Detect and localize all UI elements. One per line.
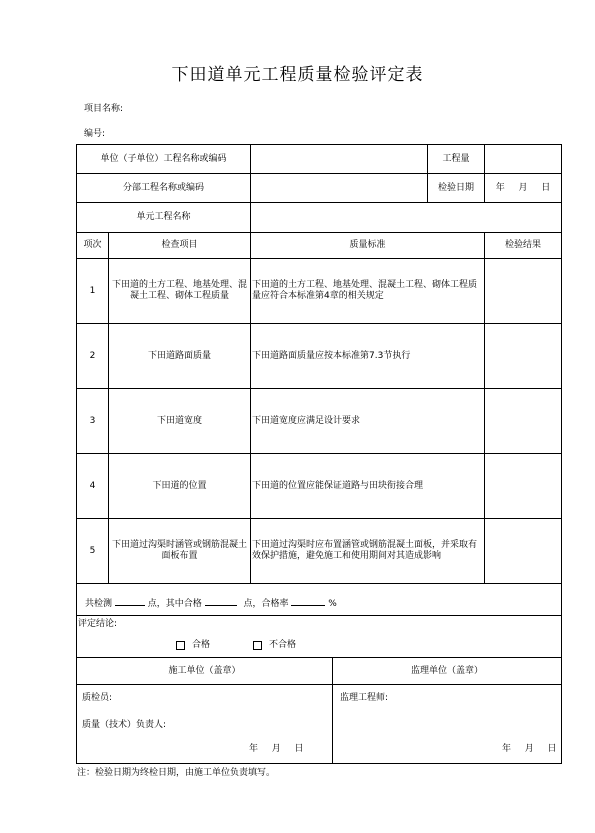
check-item: 下田道的土方工程、地基处理、混凝土工程、砌体工程质量 [111,280,247,301]
pass-option-label: 合格 [192,640,211,650]
quantity-field[interactable] [485,145,561,173]
fail-checkbox[interactable] [253,641,262,650]
construction-date: 年 月 日 [249,744,304,754]
check-item: 下田道路面质量 [147,350,211,361]
total-label: 共检测 [85,599,113,609]
table-rule [108,232,109,583]
footnote: 注：检验日期为终检日期，由施工单位负责填写。 [77,768,276,778]
unit-project-field[interactable] [251,145,427,173]
number-label: 编号: [84,129,106,139]
column-header-result: 检验结果 [504,240,541,250]
element-name-label: 单元工程名称 [136,212,191,222]
column-header-standard: 质量标准 [349,240,386,250]
quality-standard: 下田道宽度应满足设计要求 [252,415,361,426]
inspection-date-label: 检验日期 [437,182,474,193]
sub-project-field[interactable] [251,174,427,202]
inspection-date-field[interactable]: 年 月 日 [495,182,551,193]
fail-option-label: 不合格 [269,640,297,650]
row-number: 3 [89,415,96,426]
result-field[interactable] [485,454,561,518]
table-rule [76,684,562,685]
element-name-field[interactable] [251,203,561,232]
pass-rate-label: 点，合格率 [243,599,289,609]
table-rule [76,615,562,616]
total-count-field[interactable] [115,596,145,606]
row-number: 2 [89,350,96,361]
inspector-label: 质检员: [82,693,113,703]
supervisor-label: 监理工程师: [340,693,389,703]
table-border [561,144,562,764]
pass-rate-field[interactable] [291,596,325,606]
row-number: 1 [89,285,96,296]
supervision-date: 年 月 日 [502,744,557,754]
quality-standard: 下田道的土方工程、地基处理、混凝土工程、砌体工程质量应符合本标准第4章的相关规定 [252,280,478,301]
page-title: 下田道单元工程质量检验评定表 [171,65,424,85]
column-header-no: 项次 [83,240,102,250]
row-number: 4 [89,480,96,491]
tech-lead-label: 质量（技术）负责人: [82,720,167,730]
result-field[interactable] [485,519,561,583]
quality-standard: 下田道过沟渠时应布置涵管或钢筋混凝土面板，并采取有效保护措施，避免施工和使用期间对其造成影响 [252,540,478,561]
construction-unit-label: 施工单位（盖章） [168,665,241,676]
supervision-unit-label: 监理单位（盖章） [410,665,483,676]
sub-project-label: 分部工程名称或编码 [122,182,204,193]
table-border [76,763,562,764]
unit-project-label: 单位（子单位）工程名称或编码 [100,153,227,164]
points-label: 点，其中合格 [147,599,202,609]
quantity-label: 工程量 [442,153,470,164]
summary-line [85,596,337,610]
quality-standard: 下田道路面质量应按本标准第7.3节执行 [252,350,411,361]
pass-count-field[interactable] [205,596,237,606]
result-field[interactable] [485,259,561,323]
column-header-item: 检查项目 [161,240,198,250]
project-name-label: 项目名称: [84,104,124,114]
table-rule [250,258,251,583]
quality-standard: 下田道的位置应能保证道路与田块衔接合理 [252,480,424,491]
pass-checkbox[interactable] [176,641,185,650]
percent-sign: % [328,599,337,609]
check-item: 下田道宽度 [156,415,202,426]
row-number: 5 [89,545,96,556]
conclusion-label: 评定结论: [78,619,118,629]
result-field[interactable] [485,324,561,388]
check-item: 下田道过沟渠时涵管或钢筋混凝土面板布置 [111,540,247,561]
check-item: 下田道的位置 [152,480,207,491]
result-field[interactable] [485,389,561,453]
table-rule [76,583,562,584]
